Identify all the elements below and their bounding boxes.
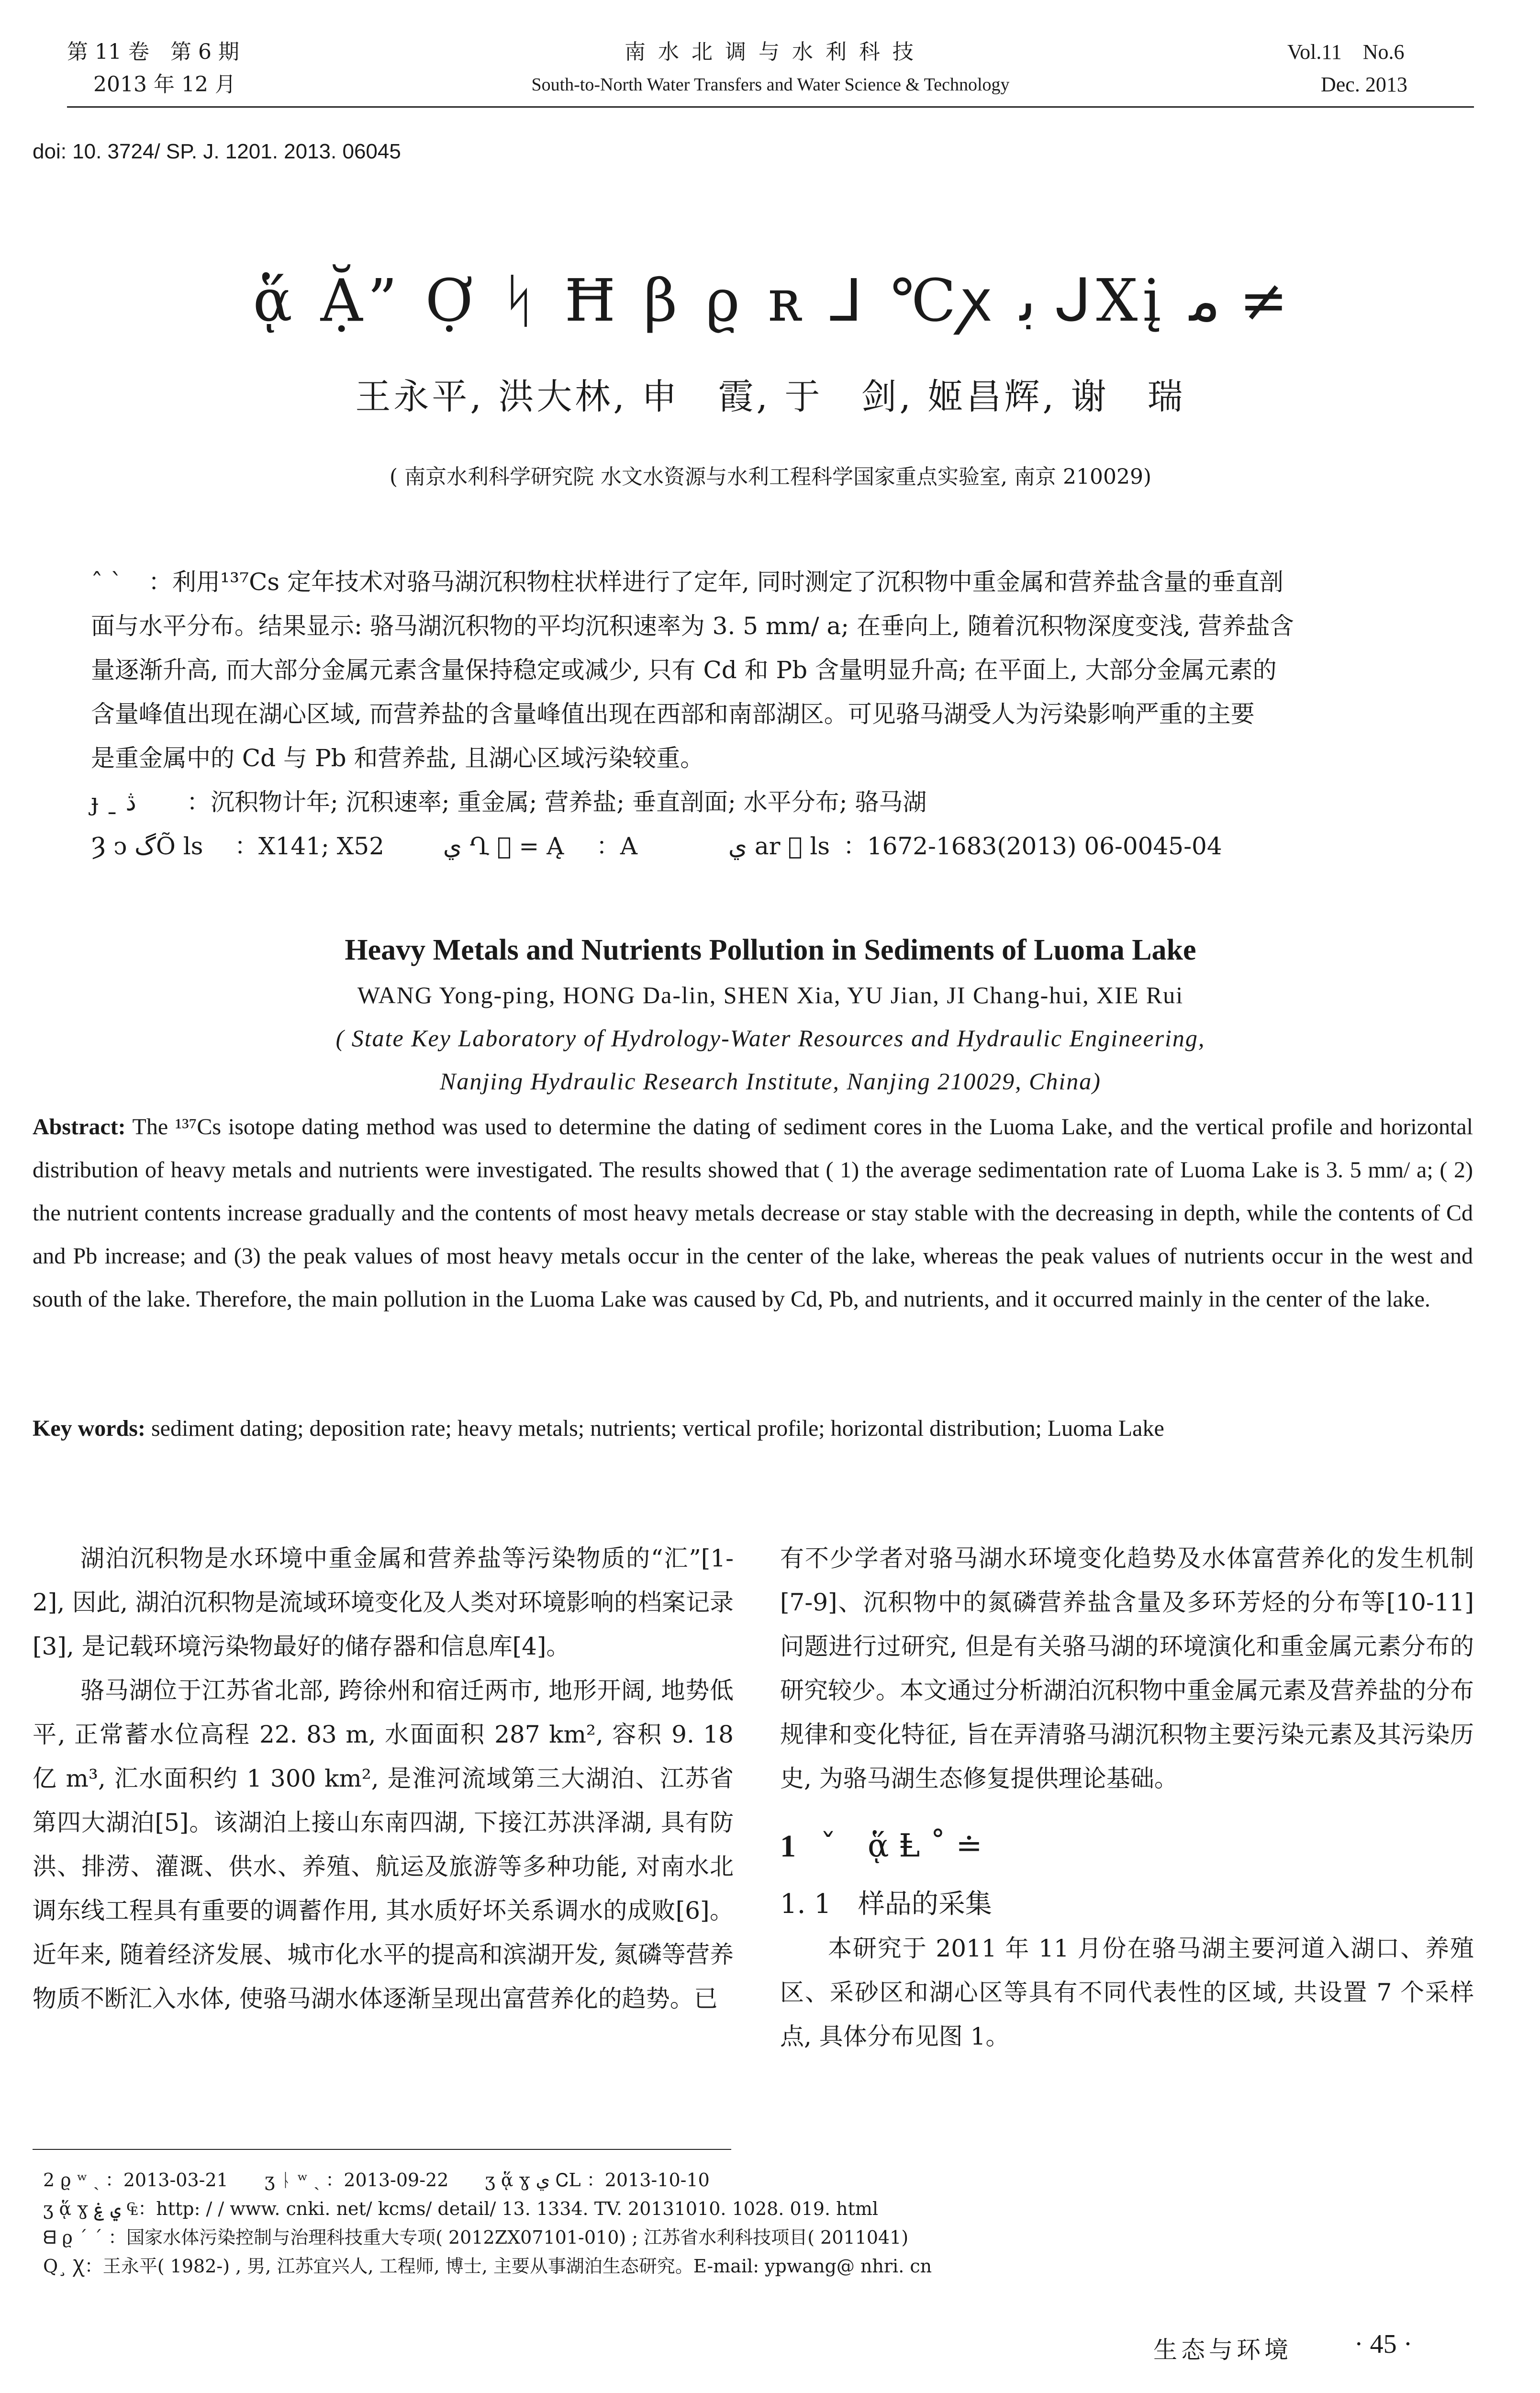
footnote-url: ӡ ᾅ ɣ ي ۼ ₠：http: / / www. cnki. net/ kcms/ detail/ 13. 1334. TV. 20131010. 1028. 019. html (43, 2198, 879, 2219)
class-number-label: Ȝ ↄ گÕ ls (91, 832, 203, 860)
abstract-en-label: Abstract: (33, 1114, 126, 1140)
footnote-funding: ᗺ ϱ ˊ ˊ ：国家水体污染控制与治理科技重大专项( 2012ZX07101-010) ; 江苏省水利科技项目( 2011041) (43, 2227, 909, 2248)
header-date-cn: 2013 年 12 月 (93, 72, 236, 97)
page-number: · 45 · (1354, 2329, 1413, 2359)
keywords-en: sediment dating; deposition rate; heavy metals; nutrients; vertical profile; horizontal distribution; Luoma Lake (151, 1416, 1164, 1441)
body-paragraph: 本研究于 2011 年 11 月份在骆马湖主要河道入湖口、养殖区、采砂区和湖心区等具有不同代表性的区域, 共设置 7 个采样点, 具体分布见图 1。 (780, 1935, 1474, 2050)
authors-cn: 王永平, 洪大林, 申 霞, 于 剑, 姬昌辉, 谢 瑞 (355, 376, 1186, 417)
affiliation-en-line1: ( State Key Laboratory of Hydrology-Water Resources and Hydraulic Engineering, (335, 1025, 1205, 1051)
footer-section: 生态与环境 (1153, 2336, 1292, 2364)
footnote-author: Q¸ Ꭓ：王永平( 1982-) , 男, 江苏宜兴人, 工程师, 博士, 主要从事湖泊生态研究。E-mail: ypwang@ nhri. cn (43, 2256, 932, 2277)
footnote-rule (33, 2149, 731, 2150)
header-rule (67, 106, 1474, 108)
header-volume-cn: 第 11 卷 第 6 期 (67, 40, 239, 64)
doc-code-label: ي Ղ ⃞ = Ą (443, 832, 564, 860)
keywords-en-label: Key words: (33, 1416, 145, 1441)
keywords-cn: ：沉积物计年; 沉积速率; 重金属; 营养盐; 垂直剖面; 水平分布; 骆马湖 (187, 788, 927, 816)
header-volume-en: Vol.11 No.6 (1287, 40, 1405, 64)
section-title: ˇ ᾅ Ⱡ ˚ ≐ (820, 1827, 982, 1864)
footnote-dates: 2 ϱ ʷ ˎ ：2013-03-21 ӡ ᚿ ʷ ˎ ：2013-09-22 ӡ ᾅ ɣ ي ᏟL ：2013-10-10 (43, 2169, 710, 2191)
abstract-cn-line: 量逐渐升高, 而大部分金属元素含量保持稳定或减少, 只有 Cd 和 Pb 含量明显升高; 在平面上, 大部分金属元素的 (91, 656, 1277, 684)
doi: doi: 10. 3724/ SP. J. 1201. 2013. 06045 (33, 140, 401, 163)
article-id: ：1672-1683(2013) 06-0045-04 (843, 832, 1222, 860)
abstract-en (33, 1106, 1473, 1321)
affiliation-cn: ( 南京水利科学研究院 水文水资源与水利工程科学国家重点实验室, 南京 210029) (389, 465, 1152, 489)
abstract-en-text: The ¹³⁷Cs isotope dating method was used to determine the dating of sediment cores in the Luoma Lake, and the vertical profile and horizontal distribution of heavy metals and nutrients were investigated. The results showed that ( 1) the average sedimentation rate of Luoma Lake is 3. 5 mm/ a; ( 2) the nutrient contents increase gradually and the contents of most heavy metals decrease or stay stable with the decreasing in depth, while the contents of Cd and Pb increase; and (3) the peak values of most heavy metals occur in the center of the lake, whereas the peak values of nutrients occur in the west and south of the lake. Therefore, the main pollution in the Luoma Lake was caused by Cd, Pb, and nutrients, and it occurred mainly in the center of the lake. (33, 1114, 1473, 1312)
body-paragraph: 湖泊沉积物是水环境中重金属和营养盐等污染物质的“汇”[1-2], 因此, 湖泊沉积物是流域环境变化及人类对环境影响的档案记录[3], 是记载环境污染物最好的储存器和信息库[4]。 (33, 1544, 734, 1660)
abstract-cn (91, 560, 1455, 868)
abstract-cn-line: 面与水平分布。结果显示: 骆马湖沉积物的平均沉积速率为 3. 5 mm/ a; 在垂向上, 随着沉积物深度变浅, 营养盐含 (91, 612, 1294, 640)
keywords-cn-label: ɟ ˍ ڎ (91, 788, 136, 816)
authors-en: WANG Yong-ping, HONG Da-lin, SHEN Xia, YU Jian, JI Chang-hui, XIE Rui (357, 982, 1184, 1008)
body-paragraph: 有不少学者对骆马湖水环境变化趋势及水体富营养化的发生机制[7-9]、沉积物中的氮磷营养盐含量及多环芳烃的分布等[10-11]问题进行过研究, 但是有关骆马湖的环境演化和重金属元素分布的研究较少。本文通过分析湖泊沉积物中重金属元素及营养盐的分布规律和变化特征, 旨在弄清骆马湖沉积物主要污染元素及其污染历史, 为骆马湖生态修复提供理论基础。 (780, 1544, 1474, 1792)
keywords-en-block (33, 1407, 1473, 1450)
footnotes (43, 2166, 1431, 2281)
header-date-en: Dec. 2013 (1321, 73, 1407, 96)
body-paragraph: 骆马湖位于江苏省北部, 跨徐州和宿迁两市, 地形开阔, 地势低平, 正常蓄水位高程 22. 83 m, 水面面积 287 km², 容积 9. 18 亿 m³, 汇水面积约 1 300 km², 是淮河流域第三大湖泊、江苏省第四大湖泊[5]。该湖泊上接山东南四湖, 下接江苏洪泽湖, 具有防洪、排涝、灌溉、供水、养殖、航运及旅游等多种功能, 对南水北调东线工程具有重要的调蓄作用, 其水质好坏关系调水的成败[6]。近年来, 随着经济发展、城市化水平的提高和滨湖开发, 氮磷等营养物质不断汇入水体, 使骆马湖水体逐渐呈现出富营养化的趋势。已 (33, 1677, 734, 2013)
doc-code: ：A (596, 832, 638, 860)
abstract-cn-line: 是重金属中的 Cd 与 Pb 和营养盐, 且湖心区域污染较重。 (91, 744, 704, 772)
abstract-cn-line: ：利用¹³⁷Cs 定年技术对骆马湖沉积物柱状样进行了定年, 同时测定了沉积物中重金属和营养盐含量的垂直剖 (148, 568, 1283, 596)
abstract-cn-line: 含量峰值出现在湖心区域, 而营养盐的含量峰值出现在西部和南部湖区。可见骆马湖受人为污染影响严重的主要 (91, 700, 1255, 728)
section-number: 1 (780, 1829, 796, 1864)
title-en: Heavy Metals and Nutrients Pollution in Sediments of Luoma Lake (345, 934, 1196, 966)
journal-title-en: South-to-North Water Transfers and Water Science & Technology (531, 75, 1010, 95)
abstract-cn-label: ˆ ˋ (91, 568, 123, 596)
title-cn: ᾅ Ặ” Ợ ᛋ Ħ β ϱ ʀ ⅃ ℃ꭗ ﺑ ᒍXį ﻣ ≠ (253, 267, 1288, 335)
subsection-heading: 1. 1 样品的采集 (780, 1889, 992, 1920)
class-number: ：X141; X52 (234, 832, 384, 860)
body-left-column (33, 1536, 734, 2021)
affiliation-en-line2: Nanjing Hydraulic Research Institute, Nanjing 210029, China) (440, 1068, 1101, 1095)
body-right-column (780, 1536, 1474, 2058)
article-id-label: ي ar ⃞ ls (728, 832, 830, 860)
journal-title-cn: 南 水 北 调 与 水 利 科 技 (625, 40, 916, 64)
section-heading (780, 1820, 1474, 1873)
